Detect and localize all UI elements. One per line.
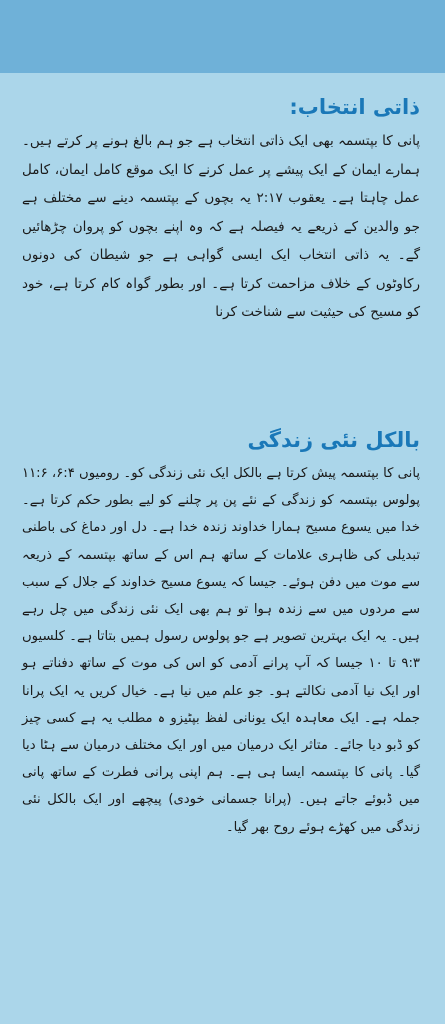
top-header-band — [0, 0, 445, 73]
section-new-life — [22, 428, 420, 841]
section-heading: ذاتی انتخاب: — [289, 95, 420, 119]
section-personal-choice — [22, 95, 420, 327]
page-content — [0, 73, 445, 1024]
section-body-text: پانی کا بپتسمہ بھی ایک ذاتی انتخاب ہے جو ہم بالغ ہونے پر کرتے ہیں۔ ہمارے ایمان کے ایک پیشے پر عمل کرنے کا ایک موقع کامل ایمان، کامل عمل چاہتا ہے۔ یعقوب ۲:۱۷ یہ بچوں کے بپتسمہ دینے سے مختلف ہے جو والدین کے ذریعے یہ فیصلہ ہے کہ وہ اپنے بچوں کو پروان چڑھائیں گے۔ یہ ذاتی انتخاب ایک ایسی گواہی ہے جو شیطان کی دونوں رکاوٹوں کے خلاف مزاحمت کرتا ہے۔ اور بطور گواہ کام کرتا ہے، خود کو مسیح کی حیثیت سے شناخت کرنا — [22, 133, 420, 320]
section-heading: بالکل نئی زندگی — [247, 428, 420, 452]
section-body-text: پانی کا بپتسمہ پیش کرتا ہے بالکل ایک نئی زندگی کو۔ رومیوں ۶:۴، ۱۱:۶ پولوس بپتسمہ کو زندگی کے نئے پن پر چلنے کو لیے بطور حکم کرتا ہے۔ خدا میں یسوع مسیح ہمارا خداوند زندہ خدا ہے۔ دل اور دماغ کی باطنی تبدیلی کی ظاہری علامات کے ساتھ ہم اس کے ساتھ بپتسمہ کے ذریعہ سے موت میں دفن ہوئے۔ جیسا کہ یسوع مسیح خداوند کے جلال کے سبب سے مردوں میں سے زندہ ہوا تو ہم بھی ایک نئی زندگی میں چل رہے ہیں۔ یہ ایک بہترین تصویر ہے جو پولوس رسول ہمیں بتاتا ہے۔ کلسیوں ۹:۳ تا ۱۰ جیسا کہ آپ پرانے آدمی کو اس کی موت کے ساتھ دفناتے ہو اور ایک نیا آدمی نکالتے ہو۔ جو علم میں نیا ہے۔ خیال کریں یہ ایک پرانا جملہ ہے۔ ایک معاہدہ ایک یونانی لفظ بپٹیزو ہ مطلب یہ ہے کسی چیز کو ڈبو دیا جائے۔ متاثر ایک درمیان میں اور ایک مختلف درمیان سے ہٹا دیا گیا۔ پانی کا بپتسمہ ایسا ہی ہے۔ ہم اپنی پرانی فطرت کے ساتھ پانی میں ڈبوئے جاتے ہیں۔ (پرانا جسمانی خودی) پیچھے اور ایک بالکل نئی زندگی میں کھڑے ہوئے روح بھر گیا۔ — [22, 466, 421, 835]
